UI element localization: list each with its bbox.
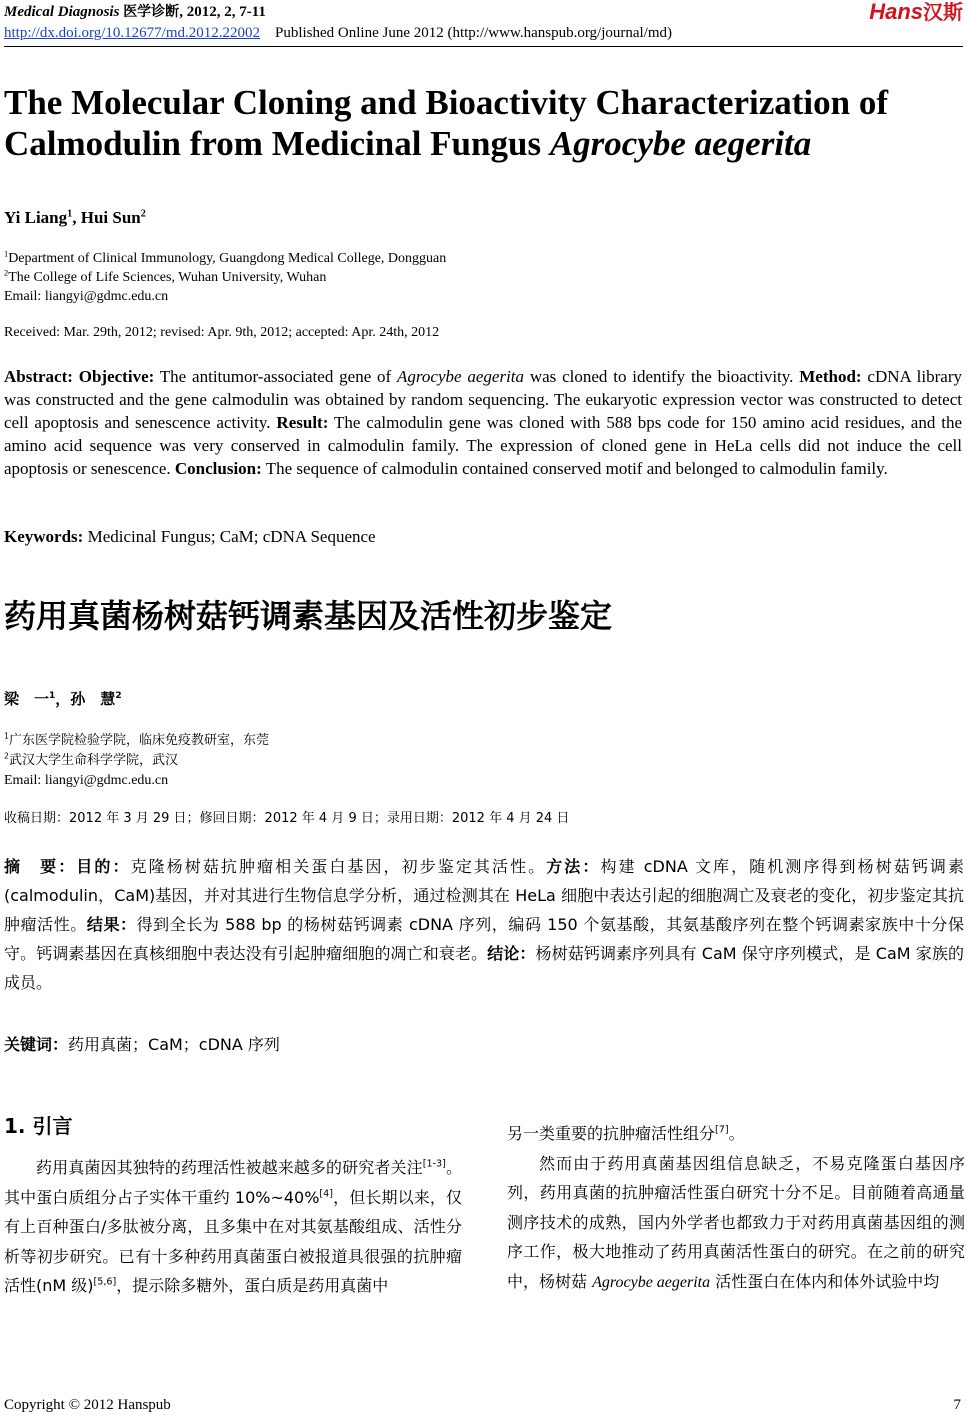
cn-authors: 梁 一$^1$，孙 慧$^2$ (4, 690, 122, 708)
journal-name-cn: 医学诊断 (123, 4, 180, 20)
email: Email: liangyi@gdmc.edu.cn (4, 289, 169, 304)
affiliation-1: $^1$Department of Clinical Immunology, Guangdong Medical College, Dongguan (4, 249, 447, 266)
author-1: Yi Liang (4, 208, 68, 227)
cn-email: Email: liangyi@gdmc.edu.cn (4, 773, 169, 788)
logo-cn: 汉斯 (923, 0, 963, 24)
cn-affiliation-2: $^2$武汉大学生命科学学院，武汉 (4, 751, 178, 768)
logo-latin: Hans (869, 0, 923, 24)
title-line-2: Calmodulin from Medicinal Fungus Agrocybe aegerita (4, 124, 812, 163)
paragraph-1: 药用真菌因其独特的药理活性被越来越多的研究者关注[1-3]。其中蛋白质组分占子实体干重约 10%~40%[4]，但长期以来，仅有上百种蛋白/多肽被分离，且多集中在对其氨基酸组成、活性分析等初步研究。已有十多种药用真菌蛋白被报道具很强的抗肿瘤活性(nM 级)[5,6]，提示除多糖外，蛋白质是药用真菌中 (4, 1158, 462, 1295)
cn-dates: 收稿日期：2012 年 3 月 29 日；修回日期：2012 年 4 月 9 日；录用日期：2012 年 4 月 24 日 (4, 811, 570, 826)
paragraph-1-cont: 另一类重要的抗肿瘤活性组分[7]。 (507, 1124, 745, 1143)
cn-abstract: 摘 要：目的：克隆杨树菇抗肿瘤相关蛋白基因，初步鉴定其活性。方法：构建 cDNA 文库，随机测序得到杨树菇钙调素(calmodulin，CaM)基因，并对其进行生物信息学分析，通过检测其在 HeLa 细胞中表达引起的细胞凋亡及衰老的变化，初步鉴定其抗肿瘤活性。结果：得到全长为 588 bp 的杨树菇钙调素 cDNA 序列，编码 150 个氨基酸，其氨基酸序列在整个钙调素家族中十分保守。钙调素基因在真核细胞中表达没有引起肿瘤细胞的凋亡和衰老。结论：杨树菇钙调素序列具有 CaM 保守序列模式，是 CaM 家族的成员。 (4, 857, 964, 992)
section-heading: 1. 引言 (4, 1114, 73, 1138)
page-number: 7 (953, 1397, 961, 1413)
journal-volume: , 2012, 2, 7-11 (179, 4, 266, 20)
doi-line (4, 23, 672, 43)
paper-title (4, 82, 959, 164)
authors: Yi Liang$^1$, Hui Sun$^2$ (4, 208, 146, 227)
published-info: Published Online June 2012 (http://www.hanspub.org/journal/md) (274, 25, 673, 41)
left-column (4, 1153, 462, 1301)
title-species: Agrocybe aegerita (549, 124, 812, 163)
publisher-logo (869, 0, 963, 24)
cn-keywords: 关键词：药用真菌；CaM；cDNA 序列 (4, 1035, 280, 1054)
abstract: Abstract: Objective: The antitumor-associated gene of Agrocybe aegerita was cloned to identify the bioactivity. Method: cDNA library was constructed and the gene calmodulin was obtained by random sequencing. The eukaryotic expression vector was constructed to detect cell apoptosis and senescence activity. Result: The calmodulin gene was cloned with 588 bps code for 150 amino acid residues, and the amino acid sequence was very conserved in calmodulin family. The expression of cloned gene in HeLa cells did not induce the cell apoptosis or senescence. Conclusion: The sequence of calmodulin contained conserved motif and belonged to calmodulin family. (4, 367, 962, 478)
title-line-1: The Molecular Cloning and Bioactivity Characterization of (4, 83, 889, 122)
header-rule (4, 46, 963, 47)
doi-link[interactable]: http://dx.doi.org/10.12677/md.2012.22002 (4, 25, 260, 41)
affiliation-2: $^2$The College of Life Sciences, Wuhan University, Wuhan (4, 268, 327, 285)
author-2: Hui Sun (80, 208, 141, 227)
keywords: Keywords: Medicinal Fungus; CaM; cDNA Sequence (4, 527, 376, 546)
cn-affiliation-1: $^1$广东医学院检验学院，临床免疫教研室，东莞 (4, 731, 269, 748)
received-dates: Received: Mar. 29th, 2012; revised: Apr. 9th, 2012; accepted: Apr. 24th, 2012 (4, 325, 440, 340)
cn-title: 药用真菌杨树菇钙调素基因及活性初步鉴定 (4, 597, 613, 635)
right-column (507, 1119, 965, 1297)
running-header (4, 2, 266, 22)
paragraph-2: 然而由于药用真菌基因组信息缺乏，不易克隆蛋白基因序列，药用真菌的抗肿瘤活性蛋白研究十分不足。目前随着高通量测序技术的成熟，国内外学者也都致力于对药用真菌基因组的测序工作，极大地推动了药用真菌活性蛋白的研究。在之前的研究中，杨树菇 Agrocybe aegerita 活性蛋白在体内和体外试验中均 (507, 1153, 965, 1291)
copyright: Copyright © 2012 Hanspub (4, 1397, 171, 1413)
journal-name: Medical Diagnosis (4, 4, 120, 20)
